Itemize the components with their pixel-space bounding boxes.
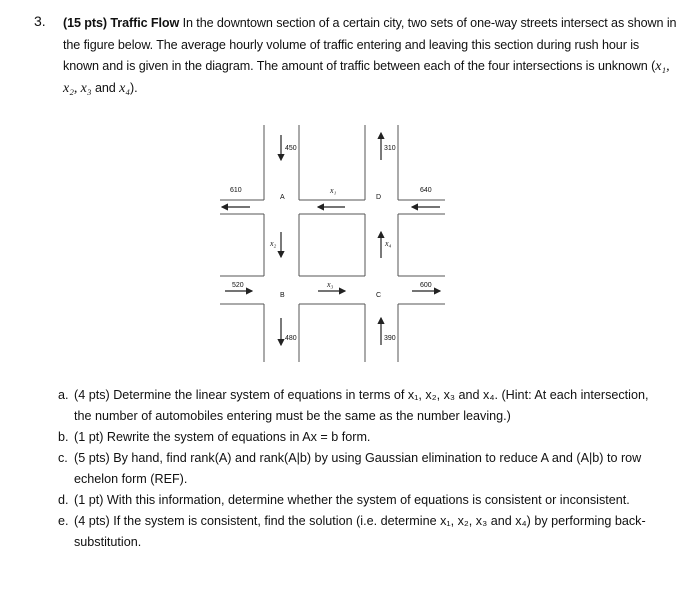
node-a: A [280,194,285,201]
problem-vars: x₁, x₂, x₃ [63,59,670,96]
part-d [58,490,658,511]
part-c [58,448,658,490]
label-640: 640 [420,187,432,194]
problem-intro-close: ). [129,80,138,95]
label-480: 480 [285,335,297,342]
part-label: c. [58,451,68,465]
part-a [58,385,658,427]
street-lines [220,125,445,362]
label-520: 520 [232,282,244,289]
part-label: e. [58,514,69,528]
part-text: (1 pt) With this information, determine whether the system of equations is consistent or inconsistent. [74,493,630,507]
flow-labels [230,145,432,342]
node-c: C [376,292,382,299]
label-310: 310 [384,145,396,152]
part-e [58,511,658,553]
problem-intro-text: In the downtown section of a certain city, two sets of one-way streets intersect as shown in the figure below. The average hourly volume of traffic entering and leaving this section during rush hour is known and is given in the diagram. The amount of traffic between each of the four intersections is unknown ( [63,16,677,73]
label-610: 610 [230,187,242,194]
part-text: (5 pts) By hand, find rank(A) and rank(A|b) by using Gaussian elimination to reduce A and (A|b) to row echelon form (REF). [74,451,642,486]
part-text: (1 pt) Rewrite the system of equations in Ax = b form. [74,430,371,444]
label-450: 450 [285,145,297,152]
problem-title: Traffic Flow [110,16,180,30]
var-x4: x₄ [385,239,392,248]
problem-var4: x₄ [119,80,130,96]
problem-and-word: and [91,80,120,95]
node-d: D [376,194,382,201]
part-text: (4 pts) Determine the linear system of equations in terms of x₁, x₂, x₃ and x₄. (Hint: At each intersection, the number of automobiles entering must be the same as the number leaving.) [74,388,649,423]
part-b [58,427,658,448]
part-label: d. [58,493,69,507]
problem-number: 3. [34,13,46,29]
var-x1: x₁ [330,186,337,195]
question-parts [58,385,658,553]
label-390: 390 [384,335,396,342]
problem-points: (15 pts) [63,16,107,30]
label-600: 600 [420,282,432,289]
node-b: B [280,292,285,299]
var-x3: x₃ [327,280,334,289]
var-x2: x₂ [270,239,277,248]
part-label: a. [58,388,69,402]
part-label: b. [58,430,69,444]
part-text: (4 pts) If the system is consistent, find the solution (i.e. determine x₁, x₂, x₃ and x₄) by performing back-substitution. [74,514,646,549]
flow-arrows [222,133,440,345]
